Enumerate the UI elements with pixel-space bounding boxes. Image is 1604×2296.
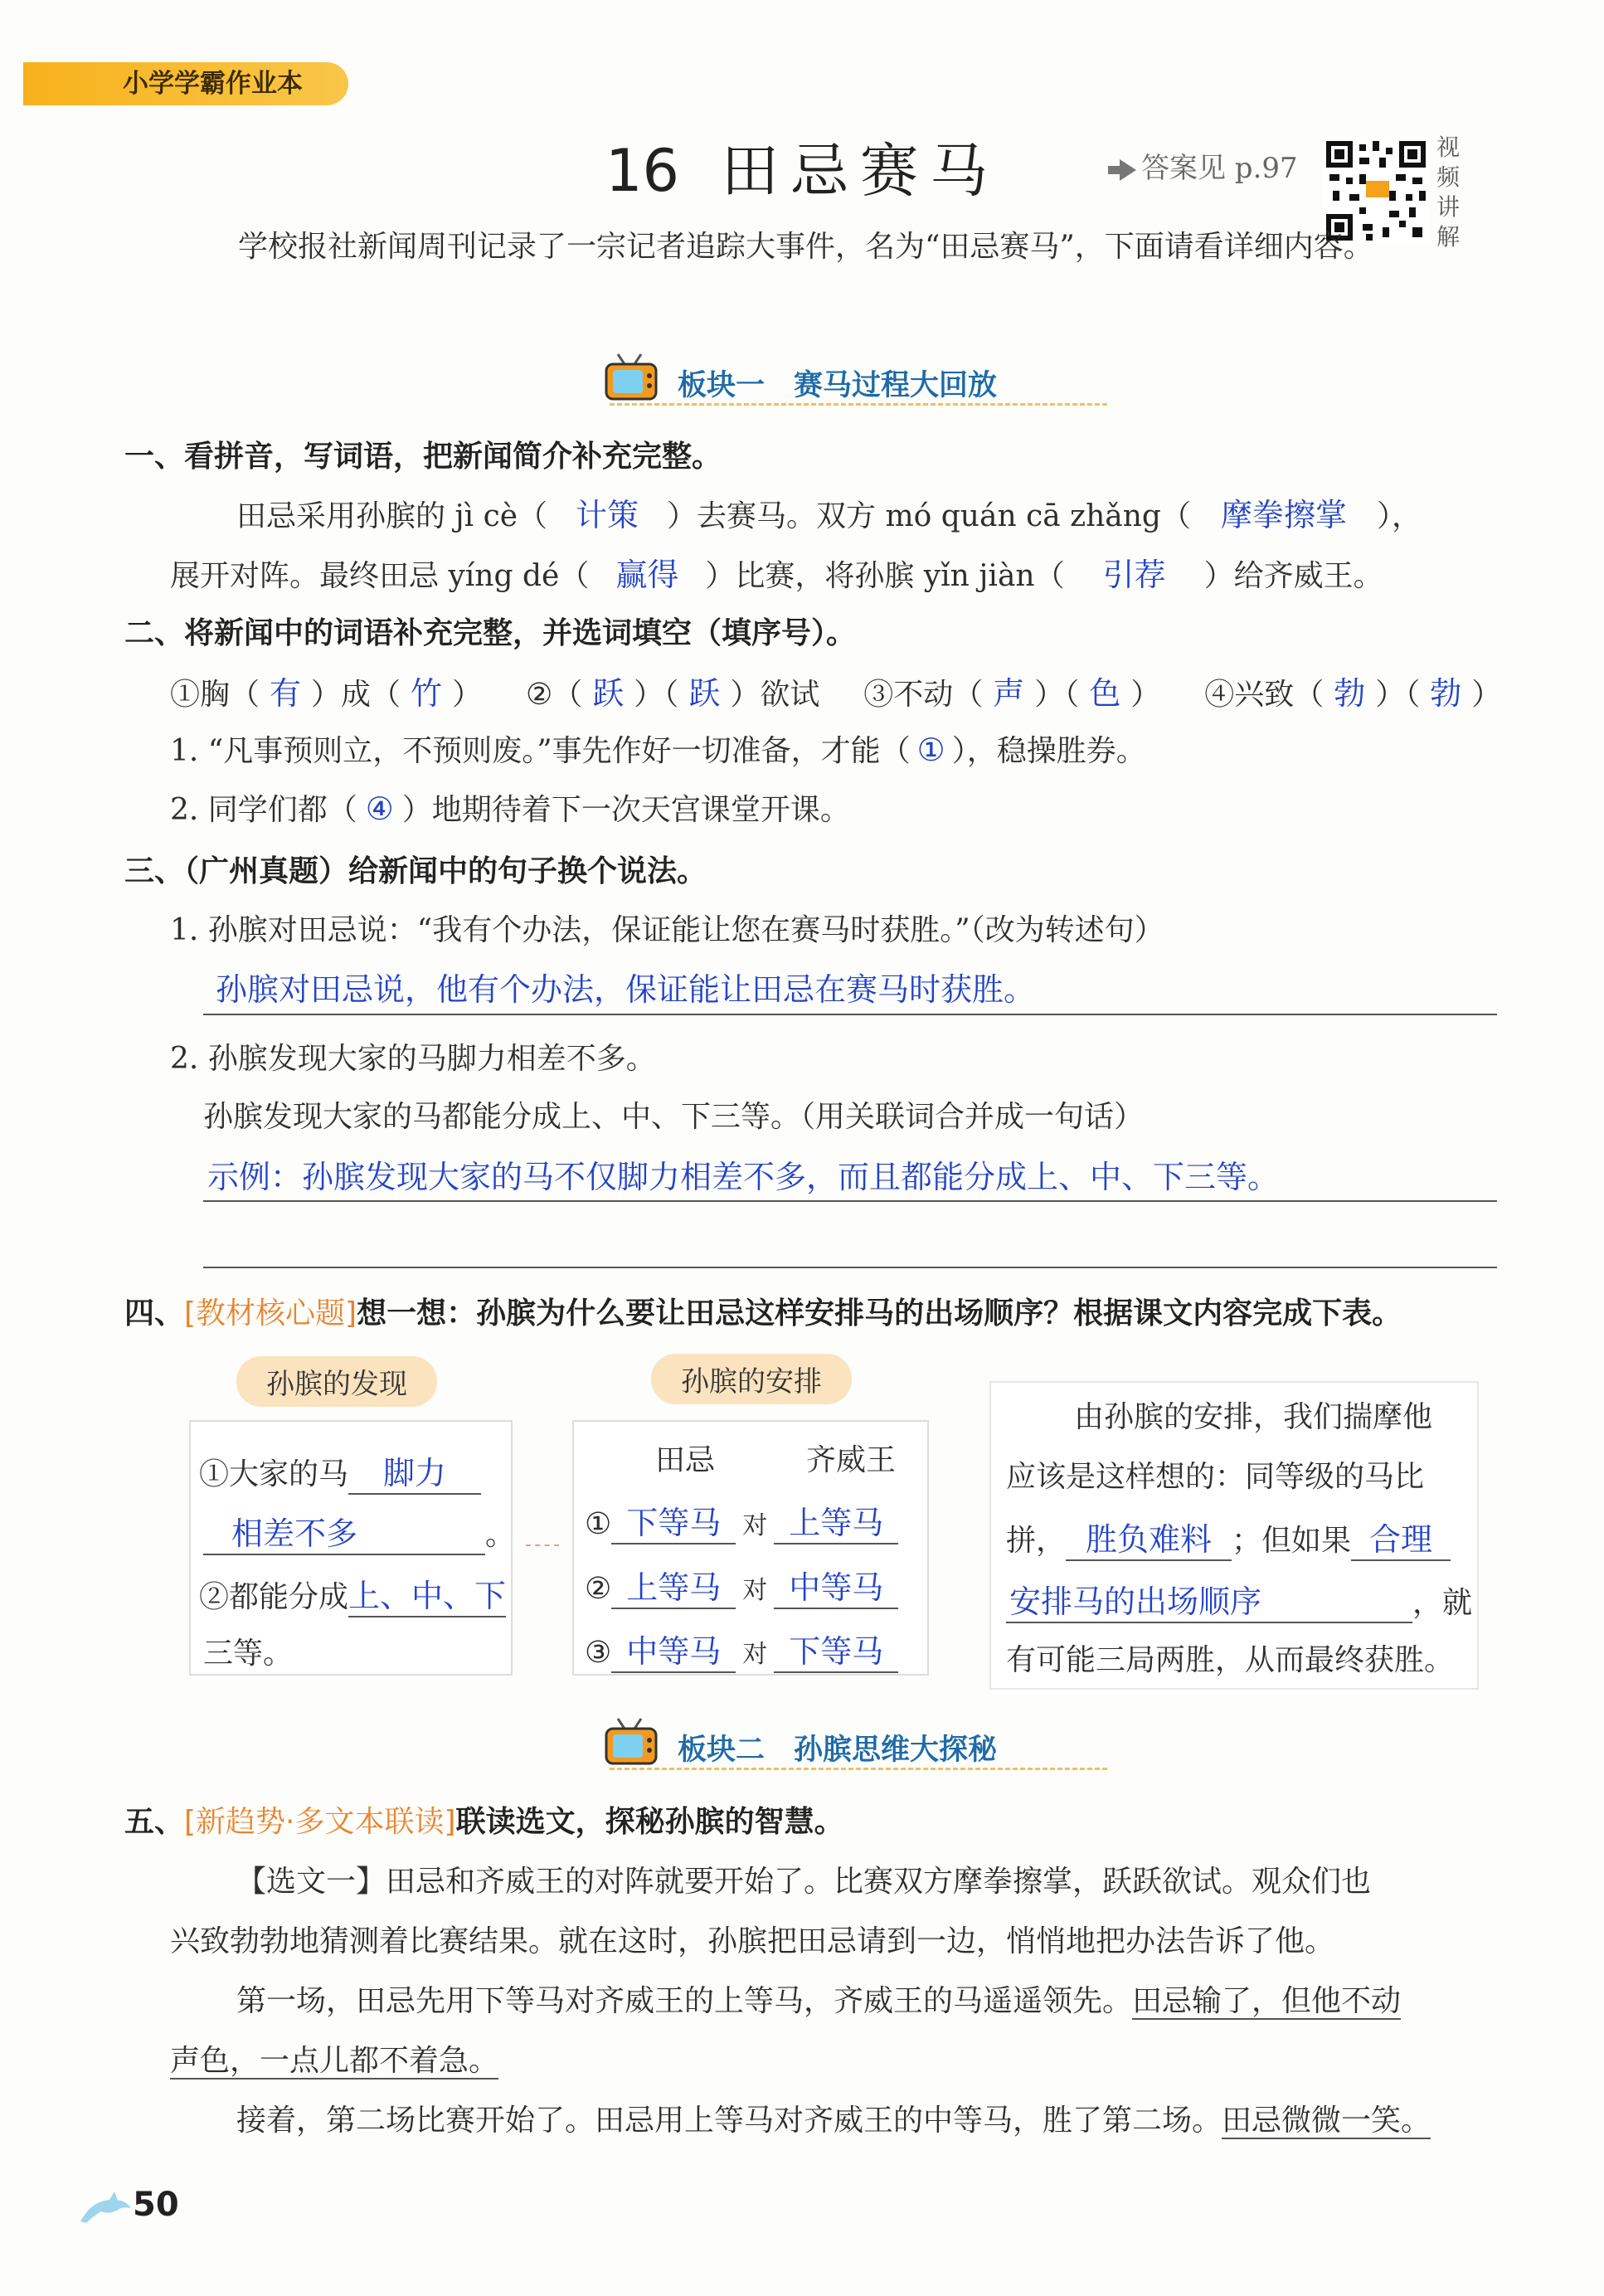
q5-para2-line2 bbox=[170, 2037, 498, 2080]
reasoning-line5: 有可能三局两胜，从而最终获胜。 bbox=[1006, 1643, 1455, 1677]
q2-text: ）地期待着下一次天宫课堂开课。 bbox=[401, 793, 850, 827]
q3-sentence1: 1. 孙膑对田忌说：“我有个办法，保证能让您在赛马时获胜。”（改为转述句） bbox=[170, 913, 1164, 947]
q2-answer[interactable]: ① bbox=[916, 732, 945, 768]
vs-text: 对 bbox=[742, 1640, 768, 1669]
reasoning-answer1[interactable]: 胜负难料 bbox=[1066, 1514, 1232, 1561]
badge-discovery: 孙膑的发现 bbox=[236, 1356, 437, 1407]
q2-text: ①胸（ bbox=[170, 678, 260, 712]
tv-icon bbox=[601, 353, 661, 404]
q2-sentence1 bbox=[170, 727, 1146, 770]
q1-text: ）比赛，将孙膑 yǐn jiàn（ bbox=[705, 559, 1065, 593]
q1-answer-yingde[interactable]: 赢得 bbox=[615, 557, 679, 593]
reasoning-line1: 由孙膑的安排，我们揣摩他 bbox=[1074, 1400, 1433, 1434]
answer-line bbox=[203, 1267, 1497, 1268]
reasoning-answer3[interactable]: 安排马的出场顺序 bbox=[1006, 1576, 1412, 1623]
row-number: ① bbox=[585, 1507, 612, 1541]
passage-underlined: 田忌微微一笑。 bbox=[1222, 2104, 1431, 2138]
book-series-tab bbox=[23, 62, 348, 105]
video-label-char: 解 bbox=[1436, 223, 1461, 251]
answer-line bbox=[203, 1200, 1497, 1202]
box-text: 。 bbox=[485, 1518, 516, 1552]
video-label-char: 讲 bbox=[1436, 193, 1461, 221]
row-number: ③ bbox=[585, 1636, 612, 1670]
q2-text: ） bbox=[452, 678, 483, 712]
lesson-title bbox=[605, 124, 999, 208]
discovery-line1 bbox=[199, 1447, 481, 1495]
q2-answer[interactable]: ④ bbox=[365, 790, 394, 827]
q2-heading: 二、将新闻中的词语补充完整，并选词填空（填序号）。 bbox=[124, 616, 857, 650]
answer-reference bbox=[1108, 145, 1298, 186]
q4-number: 四、 bbox=[124, 1296, 185, 1330]
q5-prompt: 联读选文，探秘孙膑的智慧。 bbox=[455, 1805, 844, 1839]
arrangement-row bbox=[585, 1626, 898, 1673]
q5-para3-line1 bbox=[236, 2097, 1431, 2139]
q1-text: ）， bbox=[1377, 499, 1422, 533]
intro-paragraph bbox=[172, 217, 1499, 277]
row-number: ② bbox=[585, 1572, 612, 1606]
dolphin-icon bbox=[76, 2190, 134, 2227]
discovery-line4: 三等。 bbox=[203, 1637, 294, 1671]
q2-answer[interactable]: 色 bbox=[1089, 675, 1121, 712]
box-text: ②都能分成 bbox=[199, 1580, 349, 1614]
q2-text: ②（ bbox=[525, 678, 583, 712]
q1-line2 bbox=[170, 549, 1383, 595]
row-answer-tianji[interactable]: 上等马 bbox=[611, 1562, 736, 1609]
badge-arrangement: 孙膑的安排 bbox=[651, 1354, 852, 1404]
discovery-answer3[interactable]: 上、中、下 bbox=[348, 1570, 506, 1617]
q3-sentence2: 2. 孙膑发现大家的马脚力相差不多。 bbox=[170, 1042, 656, 1076]
q2-answer[interactable]: 勃 bbox=[1430, 675, 1462, 712]
passage-text: 第一场，田忌先用下等马对齐威王的上等马，齐威王的马遥遥领先。 bbox=[236, 1984, 1133, 2018]
q3-sentence2b: 孙膑发现大家的马都能分成上、中、下三等。（用关联词合并成一句话） bbox=[203, 1100, 1145, 1134]
lesson-number: 16 bbox=[605, 137, 680, 205]
col-qiweiwang: 齐威王 bbox=[806, 1443, 897, 1477]
q4-heading bbox=[124, 1290, 1402, 1332]
q1-text: ）去赛马。双方 mó quán cā zhǎng（ bbox=[667, 499, 1191, 533]
box-text: ；但如果 bbox=[1232, 1524, 1352, 1558]
q1-answer-moquan[interactable]: 摩拳擦掌 bbox=[1220, 497, 1347, 533]
answer-ref-text: 答案见 p.97 bbox=[1141, 152, 1298, 185]
q2-text: ），稳操胜券。 bbox=[951, 734, 1146, 768]
page-number: 50 bbox=[133, 2186, 179, 2224]
q5-number: 五、 bbox=[124, 1805, 185, 1839]
q1-text: ）给齐威王。 bbox=[1203, 559, 1383, 593]
q4-prompt: 想一想：孙膑为什么要让田忌这样安排马的出场顺序？根据课文内容完成下表。 bbox=[357, 1296, 1402, 1330]
q1-answer-jice[interactable]: 计策 bbox=[576, 497, 639, 533]
q5-tag: [新趋势·多文本联读] bbox=[184, 1805, 456, 1839]
q2-answer[interactable]: 勃 bbox=[1334, 675, 1366, 712]
passage-text: 接着，第二场比赛开始了。田忌用上等马对齐威王的中等马，胜了第二场。 bbox=[236, 2104, 1222, 2138]
q1-text: 展开对阵。最终田忌 yíng dé（ bbox=[170, 559, 590, 593]
q1-text: 田忌采用孙膑的 jì cè（ bbox=[236, 499, 548, 533]
q2-answer[interactable]: 竹 bbox=[411, 675, 443, 712]
q3-heading: 三、（广州真题）给新闻中的句子换个说法。 bbox=[124, 854, 707, 888]
row-answer-qiweiwang[interactable]: 下等马 bbox=[774, 1626, 898, 1673]
q3-answer2[interactable]: 示例：孙膑发现大家的马不仅脚力相差不多，而且都能分成上、中、下三等。 bbox=[207, 1159, 1280, 1195]
col-tianji: 田忌 bbox=[655, 1443, 716, 1477]
row-answer-tianji[interactable]: 中等马 bbox=[611, 1626, 736, 1673]
q5-para1-line2: 兴致勃勃地猜测着比赛结果。就在这时，孙膑把田忌请到一边，悄悄地把办法告诉了他。 bbox=[170, 1924, 1335, 1958]
arrangement-row bbox=[585, 1497, 898, 1544]
row-answer-qiweiwang[interactable]: 上等马 bbox=[774, 1497, 898, 1544]
q2-word-row bbox=[170, 668, 1501, 713]
video-label-char: 频 bbox=[1436, 163, 1461, 191]
q5-heading bbox=[124, 1798, 844, 1841]
q2-text: ）成（ bbox=[311, 678, 401, 712]
q2-text: ）（ bbox=[1034, 678, 1080, 712]
discovery-line3 bbox=[199, 1570, 506, 1617]
lesson-name: 田忌赛马 bbox=[721, 137, 1000, 205]
q2-text: ）欲试 bbox=[730, 678, 820, 712]
tv-icon bbox=[601, 1717, 661, 1768]
passage-underlined: 声色，一点儿都不着急。 bbox=[170, 2044, 499, 2078]
reasoning-answer2[interactable]: 合理 bbox=[1351, 1514, 1451, 1561]
discovery-line2 bbox=[203, 1508, 515, 1555]
row-answer-tianji[interactable]: 下等马 bbox=[611, 1497, 736, 1544]
arrangement-row bbox=[585, 1562, 898, 1609]
box-text: ，就 bbox=[1412, 1586, 1473, 1620]
arrow-right-icon bbox=[526, 1544, 559, 1546]
discovery-answer2[interactable]: 相差不多 bbox=[203, 1508, 485, 1555]
row-answer-qiweiwang[interactable]: 中等马 bbox=[774, 1562, 898, 1609]
q2-answer[interactable]: 跃 bbox=[688, 675, 721, 712]
q2-text: ） bbox=[1130, 678, 1161, 712]
section2-title: 板块二 孙膑思维大探秘 bbox=[678, 1734, 998, 1767]
q2-text: ）（ bbox=[1375, 678, 1421, 712]
discovery-answer1[interactable]: 脚力 bbox=[348, 1447, 481, 1495]
section1-title: 板块一 赛马过程大回放 bbox=[678, 369, 998, 402]
q2-text: ③不动（ bbox=[863, 678, 984, 712]
vs-text: 对 bbox=[742, 1511, 768, 1540]
q2-text: ④兴致（ bbox=[1204, 678, 1325, 712]
q2-text: 1. “凡事预则立，不预则废。”事先作好一切准备，才能（ bbox=[170, 734, 911, 768]
section2-underline bbox=[610, 1768, 1107, 1770]
answer-line bbox=[203, 1014, 1497, 1015]
box-text: 拼， bbox=[1006, 1524, 1067, 1558]
q2-text: ） bbox=[1471, 678, 1502, 712]
q3-answer1[interactable]: 孙膑对田忌说，他有个办法，保证能让田忌在赛马时获胜。 bbox=[216, 971, 1036, 1008]
video-label-char: 视 bbox=[1436, 134, 1461, 161]
vs-text: 对 bbox=[742, 1576, 768, 1605]
reasoning-line3 bbox=[1006, 1514, 1451, 1561]
q2-answer[interactable]: 跃 bbox=[592, 675, 625, 712]
q5-para2-line1 bbox=[236, 1977, 1401, 2020]
q4-tag: [教材核心题] bbox=[184, 1296, 357, 1330]
intro-text: 学校报社新闻周刊记录了一宗记者追踪大事件，名为“田忌赛马”，下面请看详细内容。 bbox=[238, 230, 1373, 264]
q1-answer-yinjian[interactable]: 引荐 bbox=[1102, 557, 1166, 593]
q2-text: ）（ bbox=[634, 678, 679, 712]
q1-heading: 一、看拼音，写词语，把新闻简介补充完整。 bbox=[124, 440, 722, 474]
reasoning-line2: 应该是这样想的：同等级的马比 bbox=[1006, 1460, 1425, 1494]
q5-para1-line1: 【选文一】田忌和齐威王的对阵就要开始了。比赛双方摩拳擦掌，跃跃欲试。观众们也 bbox=[236, 1865, 1372, 1899]
q2-sentence2 bbox=[170, 786, 850, 829]
box-text: ①大家的马 bbox=[199, 1457, 349, 1491]
arrow-right-icon bbox=[1108, 152, 1141, 185]
reasoning-line4 bbox=[1006, 1576, 1472, 1623]
q2-answer[interactable]: 有 bbox=[270, 675, 302, 712]
q2-answer[interactable]: 声 bbox=[993, 675, 1025, 712]
passage-underlined: 田忌输了，但他不动 bbox=[1132, 1984, 1402, 2018]
book-series-title: 小学学霸作业本 bbox=[123, 69, 303, 99]
q2-text: 2. 同学们都（ bbox=[170, 793, 357, 827]
section1-underline bbox=[610, 403, 1107, 406]
q1-line1 bbox=[236, 489, 1422, 535]
